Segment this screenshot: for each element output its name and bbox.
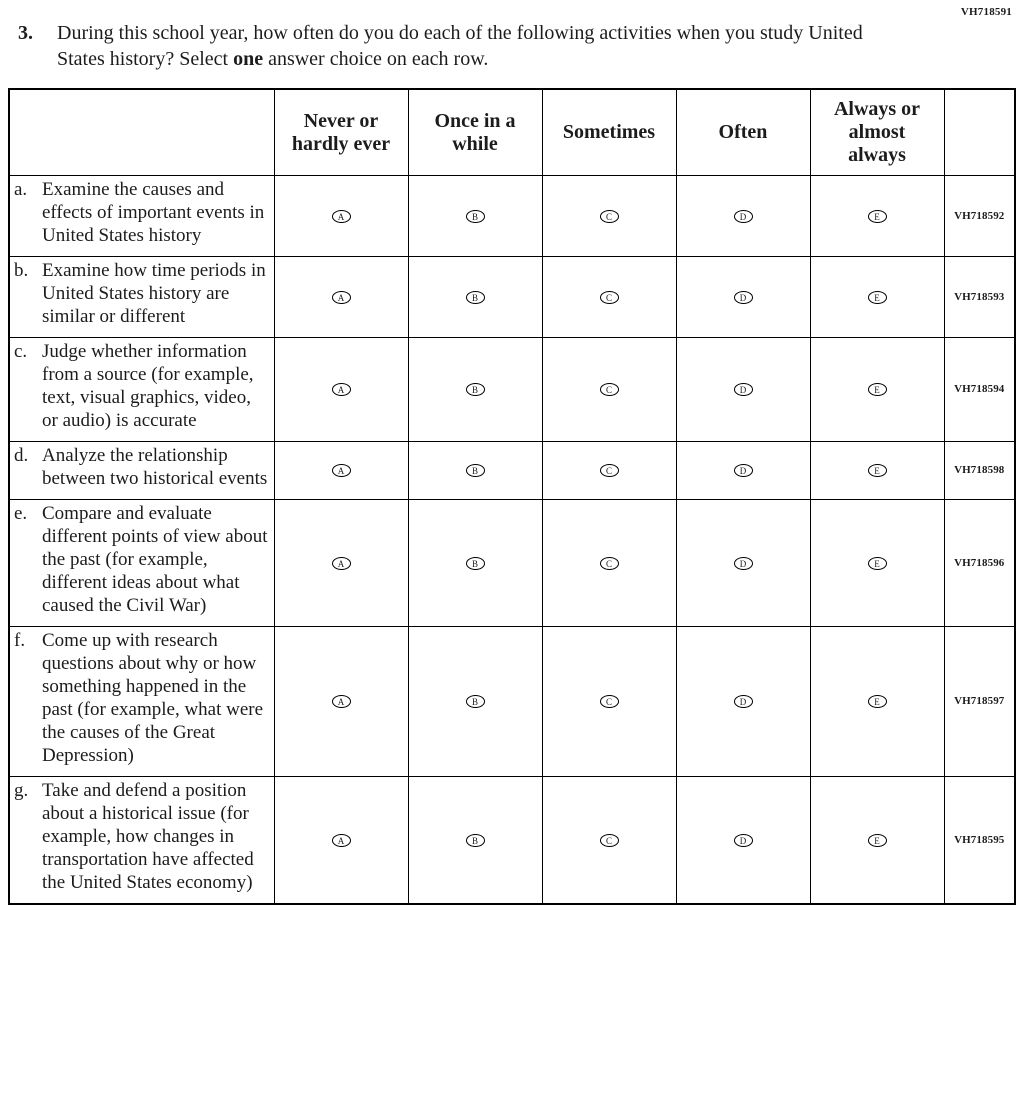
row-code: VH718597: [944, 626, 1015, 776]
answer-bubble-a-B[interactable]: B: [466, 210, 485, 223]
table-row: [9, 626, 1015, 776]
header-code-blank: [944, 89, 1015, 176]
choice-cell: [274, 176, 408, 257]
header-once-in-a-while: [408, 89, 542, 176]
choice-cell: [810, 499, 944, 626]
choice-cell: [810, 256, 944, 337]
answer-bubble-a-E[interactable]: E: [868, 210, 887, 223]
survey-table-body: [9, 176, 1015, 904]
row-item: [9, 499, 274, 626]
row-letter: g.: [14, 779, 29, 801]
choice-cell: [542, 441, 676, 499]
answer-bubble-d-E[interactable]: E: [868, 464, 887, 477]
answer-bubble-a-C[interactable]: C: [600, 210, 619, 223]
header-label: Always or almost always: [833, 98, 921, 166]
row-item: [9, 256, 274, 337]
row-letter: f.: [14, 629, 26, 651]
choice-cell: [676, 176, 810, 257]
choice-cell: [810, 776, 944, 903]
header-label: Sometimes: [562, 121, 656, 143]
row-code: VH718594: [944, 337, 1015, 441]
row-text: Examine the causes and effects of important events in United States history: [42, 179, 265, 246]
answer-bubble-g-A[interactable]: A: [332, 834, 351, 847]
answer-bubble-c-C[interactable]: C: [600, 383, 619, 396]
header-label: Often: [718, 121, 768, 143]
answer-bubble-e-E[interactable]: E: [868, 557, 887, 570]
question-text-before: During this school year, how often do you do each of the following activities when you study United States history? Select: [57, 22, 863, 70]
choice-cell: [810, 337, 944, 441]
choice-cell: [408, 776, 542, 903]
choice-cell: [676, 626, 810, 776]
answer-bubble-g-D[interactable]: D: [734, 834, 753, 847]
choice-cell: [676, 776, 810, 903]
choice-cell: [274, 256, 408, 337]
answer-bubble-f-B[interactable]: B: [466, 695, 485, 708]
row-item: [9, 626, 274, 776]
row-code: VH718593: [944, 256, 1015, 337]
row-text: Compare and evaluate different points of view about the past (for example, different ideas about what caused the Civil War): [42, 502, 268, 616]
answer-bubble-c-E[interactable]: E: [868, 383, 887, 396]
answer-bubble-e-D[interactable]: D: [734, 557, 753, 570]
header-never-or-hardly-ever: [274, 89, 408, 176]
answer-bubble-a-D[interactable]: D: [734, 210, 753, 223]
table-row: [9, 176, 1015, 257]
row-item: [9, 776, 274, 903]
answer-bubble-e-B[interactable]: B: [466, 557, 485, 570]
header-row: [9, 89, 1015, 176]
choice-cell: [408, 337, 542, 441]
table-row: [9, 776, 1015, 903]
survey-table: [8, 88, 1016, 905]
table-row: [9, 499, 1015, 626]
question-text-bold: one: [233, 48, 264, 70]
row-letter: d.: [14, 444, 29, 466]
row-code: VH718592: [944, 176, 1015, 257]
row-code: VH718598: [944, 441, 1015, 499]
choice-cell: [542, 337, 676, 441]
header-label: Once in a while: [434, 109, 516, 155]
answer-bubble-g-C[interactable]: C: [600, 834, 619, 847]
answer-bubble-d-A[interactable]: A: [332, 464, 351, 477]
header-blank: [9, 89, 274, 176]
table-row: [9, 256, 1015, 337]
row-letter: e.: [14, 502, 28, 524]
choice-cell: [676, 337, 810, 441]
question: [18, 20, 1014, 72]
header-sometimes: [542, 89, 676, 176]
question-text-after: answer choice on each row.: [263, 48, 489, 70]
choice-cell: [274, 776, 408, 903]
choice-cell: [542, 256, 676, 337]
choice-cell: [408, 176, 542, 257]
answer-bubble-f-E[interactable]: E: [868, 695, 887, 708]
answer-bubble-b-E[interactable]: E: [868, 291, 887, 304]
question-number: 3.: [18, 22, 33, 44]
answer-bubble-b-A[interactable]: A: [332, 291, 351, 304]
row-letter: c.: [14, 340, 28, 362]
answer-bubble-e-A[interactable]: A: [332, 557, 351, 570]
answer-bubble-c-A[interactable]: A: [332, 383, 351, 396]
choice-cell: [274, 499, 408, 626]
answer-bubble-f-D[interactable]: D: [734, 695, 753, 708]
choice-cell: [676, 499, 810, 626]
choice-cell: [810, 441, 944, 499]
header-often: [676, 89, 810, 176]
row-code: VH718595: [944, 776, 1015, 903]
choice-cell: [542, 176, 676, 257]
choice-cell: [542, 499, 676, 626]
answer-bubble-d-C[interactable]: C: [600, 464, 619, 477]
header-label: Never or hardly ever: [291, 109, 391, 155]
choice-cell: [408, 441, 542, 499]
question-text: [57, 20, 877, 72]
choice-cell: [408, 626, 542, 776]
answer-bubble-f-C[interactable]: C: [600, 695, 619, 708]
table-row: [9, 337, 1015, 441]
answer-bubble-f-A[interactable]: A: [332, 695, 351, 708]
answer-bubble-e-C[interactable]: C: [600, 557, 619, 570]
choice-cell: [542, 626, 676, 776]
row-code: VH718596: [944, 499, 1015, 626]
table-row: [9, 441, 1015, 499]
answer-bubble-a-A[interactable]: A: [332, 210, 351, 223]
choice-cell: [676, 441, 810, 499]
row-letter: b.: [14, 259, 29, 281]
choice-cell: [408, 256, 542, 337]
row-item: [9, 176, 274, 257]
form-code: VH718591: [960, 6, 1012, 18]
choice-cell: [542, 776, 676, 903]
answer-bubble-b-B[interactable]: B: [466, 291, 485, 304]
choice-cell: [676, 256, 810, 337]
answer-bubble-c-B[interactable]: B: [466, 383, 485, 396]
choice-cell: [408, 499, 542, 626]
answer-bubble-d-B[interactable]: B: [466, 464, 485, 477]
answer-bubble-b-D[interactable]: D: [734, 291, 753, 304]
row-text: Come up with research questions about why or how something happened in the past (for example, what were the causes of the Great Depression): [42, 629, 264, 766]
answer-bubble-b-C[interactable]: C: [600, 291, 619, 304]
row-text: Analyze the relationship between two historical events: [42, 444, 268, 489]
answer-bubble-c-D[interactable]: D: [734, 383, 753, 396]
choice-cell: [274, 441, 408, 499]
answer-bubble-g-B[interactable]: B: [466, 834, 485, 847]
row-text: Examine how time periods in United States history are similar or different: [42, 259, 266, 327]
choice-cell: [274, 337, 408, 441]
choice-cell: [810, 626, 944, 776]
row-item: [9, 441, 274, 499]
row-text: Judge whether information from a source (for example, text, visual graphics, video, or audio) is accurate: [42, 340, 254, 431]
choice-cell: [810, 176, 944, 257]
header-always-or-almost-always: [810, 89, 944, 176]
row-text: Take and defend a position about a historical issue (for example, how changes in transportation have affected the United States economy): [42, 779, 254, 893]
row-item: [9, 337, 274, 441]
choice-cell: [274, 626, 408, 776]
row-letter: a.: [14, 179, 28, 200]
answer-bubble-d-D[interactable]: D: [734, 464, 753, 477]
answer-bubble-g-E[interactable]: E: [868, 834, 887, 847]
